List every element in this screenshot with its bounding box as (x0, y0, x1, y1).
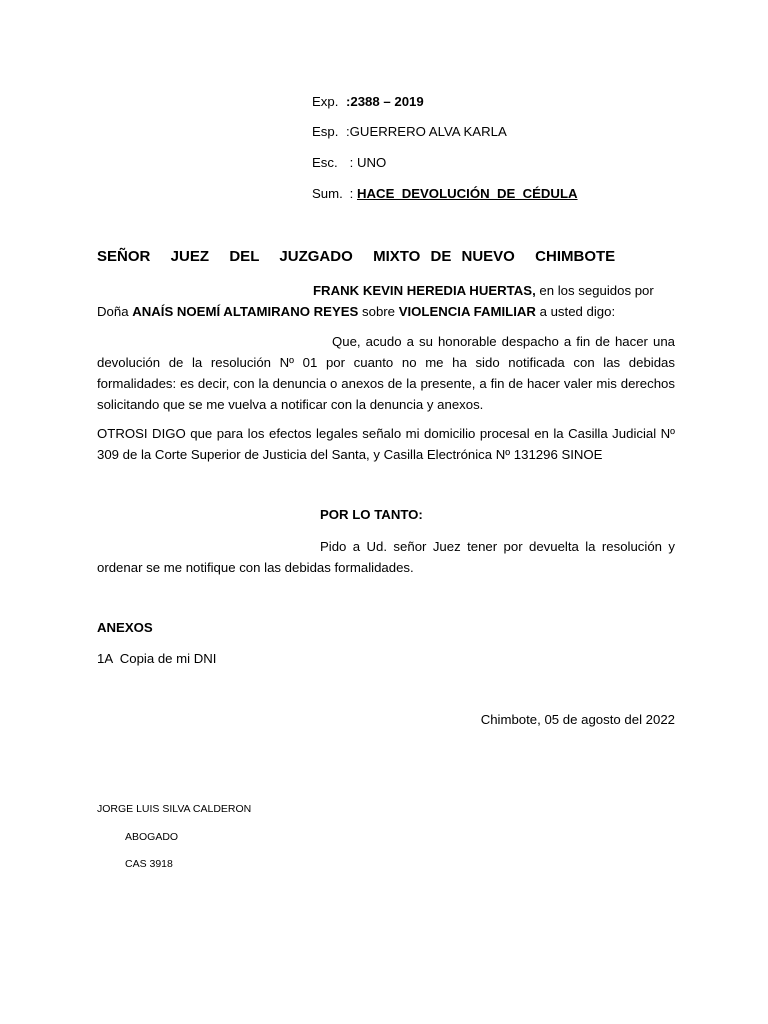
exp-label: Exp. (312, 94, 339, 109)
por-lo-tanto-heading: POR LO TANTO: (320, 507, 423, 522)
main-paragraph-body: devolución de la resolución Nº 01 por cuanto no me ha sido notificada con las debidas formalidades: es decir, con la denuncia o anexos de la presente, a fin de hacer valer mis derechos solicitando que se me vuelva a notificar con la denuncia y anexos. (97, 355, 675, 412)
header-esc (312, 155, 386, 170)
esp-value: :GUERRERO ALVA KARLA (346, 124, 507, 139)
main-paragraph (97, 331, 675, 415)
intro-line-1 (97, 280, 675, 301)
request-line-1: Pido a Ud. señor Juez tener por devuelta la resolución y (320, 539, 675, 554)
party-name: ANAÍS NOEMÍ ALTAMIRANO REYES (132, 304, 359, 319)
sum-value: HACE DEVOLUCIÓN DE CÉDULA (357, 186, 578, 201)
anexo-item: 1A Copia de mi DNI (97, 651, 217, 666)
intro-text: en los seguidos por (535, 283, 654, 298)
otrosi-paragraph: OTROSI DIGO que para los efectos legales señalo mi domicilio procesal en la Casilla Judicial Nº 309 de la Corte Superior de Justicia del Santa, y Casilla Electrónica Nº 131296 SINOE (97, 426, 675, 462)
sum-label: Sum. (312, 186, 343, 201)
request-paragraph (97, 536, 675, 578)
sum-separator: : (346, 186, 357, 201)
request-line-2: ordenar se me notifique con las debidas formalidades. (97, 560, 414, 575)
document-date: Chimbote, 05 de agosto del 2022 (480, 712, 675, 727)
intro-paragraph (97, 280, 675, 322)
header-sum (312, 186, 578, 201)
intro-end: a usted digo: (535, 304, 616, 319)
signature-role: ABOGADO (125, 831, 179, 843)
exp-value: :2388 – 2019 (346, 94, 424, 109)
esc-label: Esc. (312, 155, 338, 170)
sobre-label: sobre (358, 304, 399, 319)
petitioner-name: FRANK KEVIN HEREDIA HUERTAS, (313, 283, 536, 298)
anexos-heading: ANEXOS (97, 620, 153, 635)
dona-label: Doña (97, 304, 133, 319)
esc-value: : UNO (346, 155, 387, 170)
matter-name: VIOLENCIA FAMILIAR (398, 304, 536, 319)
main-paragraph-line-1: Que, acudo a su honorable despacho a fin de hacer una (332, 334, 675, 349)
signature-name: JORGE LUIS SILVA CALDERON (97, 803, 252, 815)
header-esp (312, 124, 507, 139)
esp-label: Esp. (312, 124, 339, 139)
intro-line-2 (97, 301, 675, 322)
signature-cas: CAS 3918 (125, 858, 173, 870)
header-exp (312, 94, 424, 109)
document-title: SEÑOR JUEZ DEL JUZGADO MIXTO DE NUEVO CHIMBOTE (97, 248, 616, 265)
